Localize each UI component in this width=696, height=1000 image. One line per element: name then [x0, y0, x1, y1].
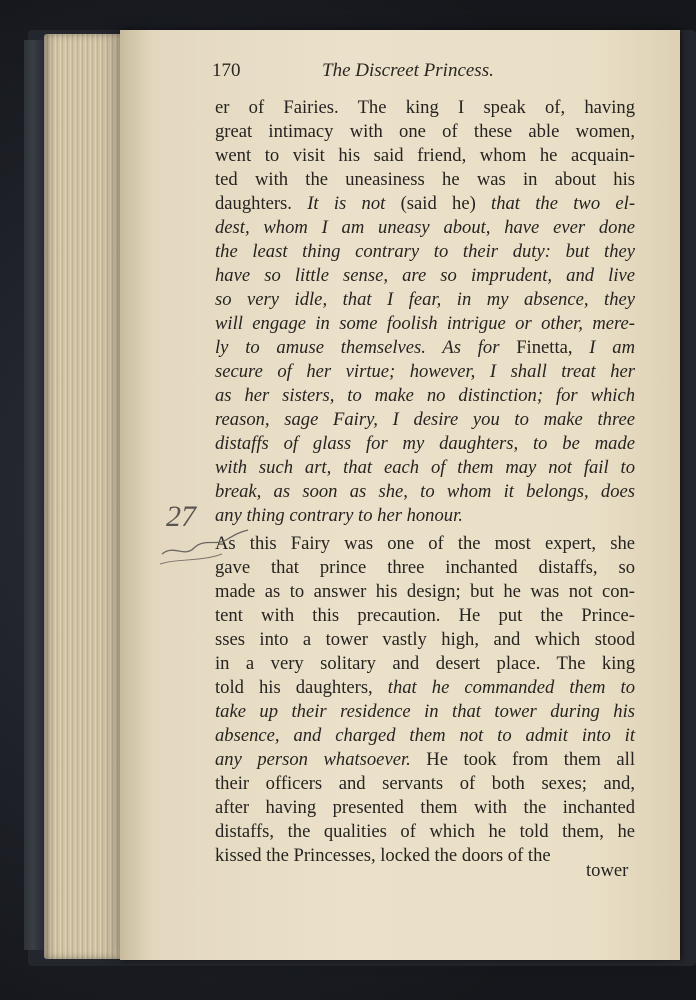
text-line: sses into a tower vastly high, and which stood: [215, 629, 635, 650]
text-line: distaffs of glass for my daughters, to be made: [215, 433, 635, 454]
text-line: daughters. It is not (said he) that the two el-: [215, 193, 636, 214]
text-line: As this Fairy was one of the most expert, she: [215, 533, 635, 554]
running-header: [212, 60, 652, 86]
text-line: have so little sense, are so imprudent, and live: [215, 265, 635, 286]
text-line: gave that prince three inchanted distaffs, so: [215, 557, 635, 578]
text-line: great intimacy with one of these able women,: [215, 121, 635, 142]
text-line: dest, whom I am uneasy about, have ever done: [215, 217, 635, 238]
text-line: made as to answer his design; but he was not con-: [215, 581, 635, 602]
text-line: ly to amuse themselves. As for Finetta, I am: [215, 337, 635, 358]
text-line: kissed the Princesses, locked the doors of the: [215, 845, 551, 866]
text-line: after having presented them with the inchanted: [215, 797, 635, 818]
text-line: distaffs, the qualities of which he told them, he: [215, 821, 635, 842]
text-line: any thing contrary to her honour.: [215, 505, 463, 526]
text-line: tent with this precaution. He put the Prince-: [215, 605, 635, 626]
text-line: reason, sage Fairy, I desire you to make three: [215, 409, 635, 430]
text-line: in a very solitary and desert place. The king: [215, 653, 635, 674]
text-line: their officers and servants of both sexes; and,: [215, 773, 635, 794]
text-line: told his daughters, that he commanded them to: [215, 677, 635, 698]
text-line: the least thing contrary to their duty: but they: [215, 241, 635, 262]
text-line: ted with the uneasiness he was in about his: [215, 169, 635, 190]
text-line: will engage in some foolish intrigue or other, mere-: [215, 313, 635, 334]
page-number: 170: [212, 60, 241, 81]
text-line: so very idle, that I fear, in my absence, they: [215, 289, 635, 310]
text-line: secure of her virtue; however, I shall treat her: [215, 361, 635, 382]
text-line: went to visit his said friend, whom he acquain-: [215, 145, 635, 166]
book-spine: [24, 40, 46, 950]
handwritten-annotation: [160, 496, 250, 576]
text-line: as her sisters, to make no distinction; for which: [215, 385, 635, 406]
text-line: er of Fairies. The king I speak of, having: [215, 97, 635, 118]
running-title: The Discreet Princess.: [322, 60, 494, 81]
catchword: tower: [586, 860, 629, 881]
text-line: absence, and charged them not to admit into it: [215, 725, 635, 746]
margin-note: 27: [166, 500, 196, 533]
text-line: take up their residence in that tower during his: [215, 701, 635, 722]
text-line: break, as soon as she, to whom it belongs, does: [215, 481, 635, 502]
text-line: any person whatsoever. He took from them all: [215, 749, 635, 770]
text-line: with such art, that each of them may not fail to: [215, 457, 635, 478]
